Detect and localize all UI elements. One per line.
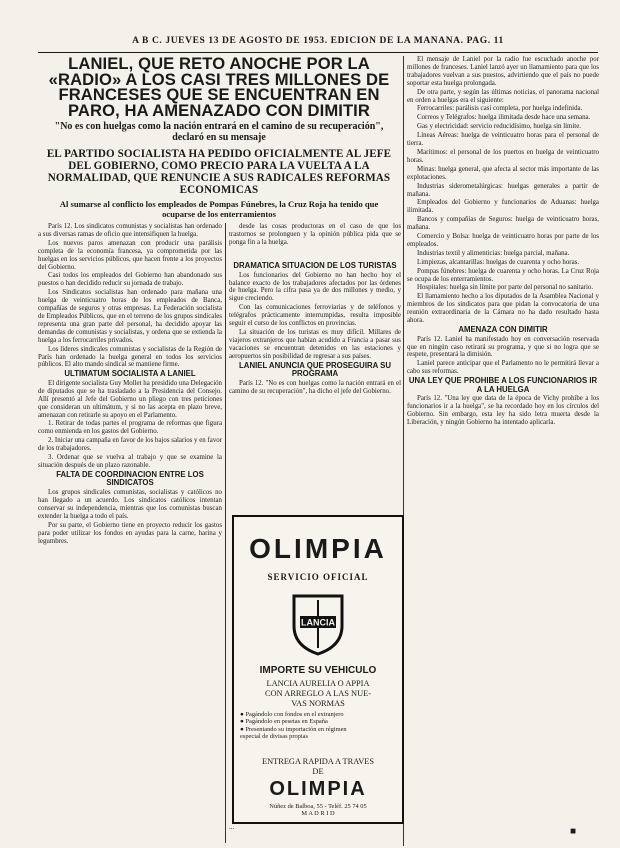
paragraph: Limpiezas, alcantarillas: huelgas de cuarenta y ocho horas.: [417, 258, 580, 266]
paragraph: Ferrocarriles: parálisis casi completa, por huelga indefinida.: [417, 105, 583, 113]
ad-bullets: [240, 711, 398, 741]
column-rule-1: [225, 223, 226, 843]
ad-logo-text: LANCIA: [301, 617, 335, 628]
paragraph: Comercio y Bolsa: huelga de veinticuatro horas por parte de los empleados.: [407, 233, 599, 248]
ad-import: IMPORTE SU VEHICULO: [259, 665, 377, 676]
section-heading: DRAMATICA SITUACION DE LOS TURISTAS: [233, 262, 397, 270]
paragraph: Laniel parece anticipar que el Parlamento no le permitirá llevar a cabo sus reformas.: [407, 360, 599, 376]
headline-deck: "No es con huelgas como la nación entrará en el camino de su recuperación", declaró en su mensaje: [54, 121, 384, 143]
paragraph: Empleados del Gobierno y funcionarios de Aduanas: huelga ilimitada.: [407, 199, 599, 215]
paragraph: 2. Iniciar una campaña en favor de los bajos salarios y en favor de los trabajadores.: [38, 437, 222, 453]
paragraph: De otra parte, y según las últimas noticias, el panorama nacional en orden a huelgas era el siguiente:: [407, 88, 599, 104]
ad-address-line: Núñez de Balboa, 55 - Teléf. 25 74 05: [269, 803, 367, 810]
paragraph: París 12. Laniel ha manifestado hoy en conversación reservada que en ningún caso retirará su programa, y que si no logra que se respete, presentará la dimisión.: [407, 335, 599, 359]
ad-brand: OLIMPIA: [249, 533, 387, 564]
main-headline: LANIEL, QUE RETO ANOCHE POR LA «RADIO» A LOS CASI TRES MILLONES DE FRANCESES QUE SE ENCUENTRAN EN PARO, HA AMENAZADO CON DIMITIR: [48, 54, 390, 120]
paragraph: Los Sindicatos socialistas han ordenado para mañana una huelga de veinticuatro horas de los empleados de Banca, compañías de seguros y otras empresas. La Federación socialista de Empleados Públicos, que en el terreno de los grupos sindicales representa una gran parte del personal, ha decidido apoyar las demandas de comunistas y socialistas, y ordena que se extienda la huelga a los ferrocarriles privados.: [38, 289, 222, 344]
end-mark: ■: [570, 826, 577, 837]
ad-bullet: ● Pagándolo en pesetas en España: [240, 718, 328, 726]
ad-bullet: especial de divisas propias: [240, 733, 308, 741]
paragraph: Líneas Aéreas: huelga de veinticuatro horas para el personal de tierra.: [407, 132, 599, 148]
article-column-2: [229, 262, 401, 502]
paragraph: París 12. "No es con huelgas como la nación entrará en el camino de su recuperación", ha dicho el jefe del Gobierno.: [229, 379, 401, 395]
section-heading: FALTA DE COORDINACION ENTRE LOS SINDICATOS: [56, 469, 204, 488]
paragraph: Los nuevos paros amenazan con producir una parálisis completa de la economía francesa, ya comprometida por las huelgas en los servicios públicos, que hacen frente a los proyectos del Gobierno.: [38, 239, 222, 271]
ad-address: [234, 803, 402, 818]
paragraph: Industrias textil y alimenticias: huelga parcial, mañana.: [417, 249, 570, 257]
ad-bullet: ● Presentando su importación en régimen: [240, 725, 347, 733]
ad-delivery-line: DE: [312, 766, 324, 776]
paragraph: 1. Retirar de todas partes el programa de reformas que figura como enmienda en los gastos del Gobierno.: [38, 420, 222, 436]
section-heading: ULTIMATUM SOCIALISTA A LANIEL: [64, 369, 196, 379]
paragraph: París 12. "Una ley que data de la época de Vichy prohíbe a los funcionarios ir a la huelga", se ha recordado hoy en los círculos del Gobierno. Sin embargo, esta ley ha sido letra muerta desde la Liberación, y ningún Gobierno ha intentado aplicarla.: [407, 395, 599, 427]
page-header: A B C. JUEVES 13 DE AGOSTO DE 1953. EDICION DE LA MAÑANA. PAG. 11: [38, 36, 598, 53]
paragraph: Los líderes sindicales comunistas y socialistas de la Región de París han ordenado la huelga general en todos los servicios públicos. El alto mando sindical se mantiene firme.: [38, 345, 222, 369]
article-column-1: [38, 223, 222, 848]
paragraph: Industrias siderometalúrgicas: huelgas generales a partir de mañana.: [407, 182, 599, 198]
ad-line: CON ARREGLO A LAS NUE-: [264, 688, 372, 698]
paragraph: Bancos y compañías de Seguros: huelga de veinticuatro horas, mañana.: [407, 216, 599, 232]
paragraph: El dirigente socialista Guy Mollet ha presidido una Delegación de diputados que se ha trasladado a la Presidencia del Consejo. Allí presentó al Jefe del Gobierno un pliego con tres peticiones que consideran un ultimátum, y si no las acepta en plazo breve, amenazan con retirarle su apoyo en el Parlamento.: [38, 379, 222, 419]
paragraph: Los funcionarios del Gobierno no han hecho hoy el balance exacto de los trabajadores afectados por las órdenes de huelga. Pero la cifra pasa ya de dos millones y medio, y sigue creciendo.: [229, 271, 401, 303]
section-heading: LANIEL ANUNCIA QUE PROSEGUIRA SU PROGRAMA: [239, 360, 391, 379]
paragraph: Marítimos: el personal de los puertos en huelga de veinticuatro horas.: [407, 148, 599, 164]
ad-service: SERVICIO OFICIAL: [267, 572, 369, 582]
paragraph: 3. Ordenar que se vuelva al trabajo y que se examine la situación después de un plazo razonable.: [38, 454, 222, 469]
paragraph: desde las cosas productoras en el caso de que los trastornos se prolonguen y la opinión pública pida que se ponga fin a la huelga.: [229, 223, 401, 246]
ad-delivery-line: ENTREGA RAPIDA A TRAVES: [261, 757, 375, 766]
olimpia-advertisement: [232, 515, 404, 824]
paragraph: Con las comunicaciones ferroviarias y de teléfonos y telégrafos prácticamente interrumpidas, resulta imposible seguir el curso de los conflictos en provincias.: [229, 304, 401, 328]
ad-line: LANCIA AURELIA O APPIA: [266, 679, 370, 688]
paragraph: Casi todos los empleados del Gobierno han abandonado sus puestos o han decidido reducir su jornada de trabajo.: [38, 272, 222, 288]
paragraph: La situación de los turistas es muy difícil. Millares de viajeros extranjeros que habían acudido a Francia a pasar sus vacaciones se encuentran detenidos en las estaciones y aeropuertos sin posibilidad de regresar a sus países.: [229, 328, 401, 360]
ad-line: VAS NORMAS: [291, 698, 345, 708]
paragraph: El mensaje de Laniel por la radio fue escuchado anoche por millones de franceses. Laniel lanzó ayer un llamamiento para que los trabajadores vuelvan a sus puestos, advirtiendo que el país no puede soportar esta huelga prolongada.: [407, 56, 599, 87]
ad-brand-secondary: OLIMPIA: [269, 778, 367, 800]
section-heading: AMENAZA CON DIMITIR: [458, 325, 548, 334]
paragraph: El llamamiento hecho a los diputados de la Asamblea Nacional y miembros de los sindicatos para que pidan la convocatoria de una reunión extraordinaria de la Cámara no ha dado resultado hasta ahora.: [407, 293, 599, 325]
ad-offer: [234, 679, 402, 708]
ad-city: M A D R I D: [301, 810, 335, 818]
paragraph: Hospitales: huelga sin límite por parte del personal no sanitario.: [417, 284, 594, 292]
paragraph: Por su parte, el Gobierno tiene en proyecto reducir los gastos para poder utilizar los fondos en ayudas para la carne, harina y legumbres.: [38, 521, 222, 545]
paragraph: Correos y Telégrafos: huelga ilimitada desde hace una semana.: [417, 114, 591, 122]
section-heading: UNA LEY QUE PROHIBE A LOS FUNCIONARIOS IR A LA HUELGA: [408, 376, 598, 394]
article-column-2-top: [229, 223, 401, 261]
ad-delivery: [234, 757, 402, 777]
paragraph: París 12. Los sindicatos comunistas y socialistas han ordenado a sus diversas ramas de oficio que intensifiquen la huelga.: [38, 223, 222, 238]
lede: Al sumarse al conflicto los empleados de Pompas Fúnebres, la Cruz Roja ha tenido que ocuparse de los enterramientos: [59, 199, 379, 219]
lancia-shield-icon: [290, 592, 346, 656]
sub-headline: EL PARTIDO SOCIALISTA HA PEDIDO OFICIALMENTE AL JEFE DEL GOBIERNO, COMO PRECIO PARA LA VUELTA A LA NORMALIDAD, QUE RENUNCIE A SUS RADICALES REFORMAS ECONOMICAS: [46, 148, 392, 196]
paragraph: Pompas fúnebres: huelga de cuarenta y ocho horas. La Cruz Roja se ocupa de los enterramientos.: [407, 267, 599, 283]
paragraph: Los grupos sindicales comunistas, socialistas y católicos no han llegado a un acuerdo. Los sindicatos católicos intentan conservar su independencia, mientras que los comunistas buscan extender la huelga a todo el país.: [38, 489, 222, 520]
article-column-3: [407, 56, 599, 848]
ad-bullet: ● Pagándolo con fondos en el extranjero: [240, 711, 344, 718]
paragraph: Gas y electricidad: servicio reducidísimo, huelga sin límite.: [417, 123, 581, 131]
continuation-text: ...: [229, 824, 235, 831]
paragraph: Minas: huelga general, que afecta al sector más importante de las explotaciones.: [407, 165, 599, 181]
